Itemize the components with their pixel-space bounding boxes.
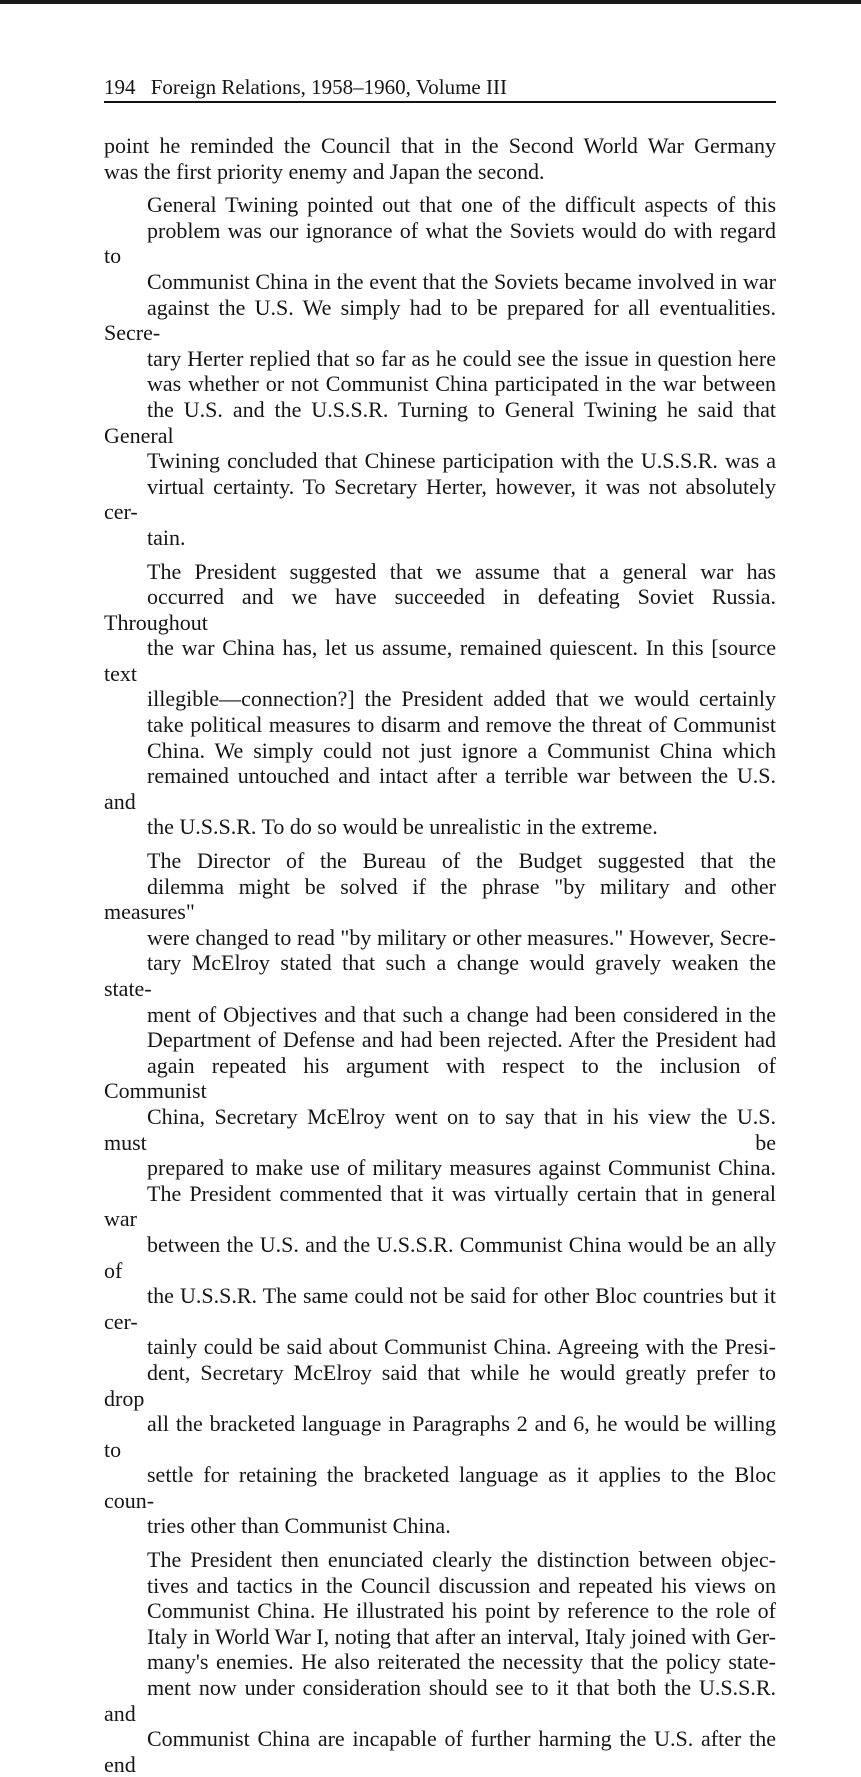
text-line: again repeated his argument with respect to the inclusion of Communist — [104, 1052, 776, 1104]
text-line: tainly could be said about Communist China. Agreeing with the Presi- — [147, 1334, 776, 1360]
paragraph-2 — [104, 192, 776, 550]
top-border-rule — [0, 0, 861, 4]
text-line: was the first priority enemy and Japan the second. — [104, 158, 545, 184]
text-line: between the U.S. and the U.S.S.R. Communist China would be an ally of — [104, 1231, 776, 1283]
text-line: The Director of the Bureau of the Budget suggested that the — [147, 848, 776, 874]
text-line: tries other than Communist China. — [147, 1513, 451, 1539]
text-line: Communist China in the event that the Soviets became involved in war — [147, 268, 776, 294]
page-body — [104, 133, 776, 1777]
volume-title: Foreign Relations, 1958–1960, Volume III — [150, 75, 507, 99]
text-line: ment now under consideration should see to it that both the U.S.S.R. and — [104, 1675, 776, 1726]
text-line: many's enemies. He also reiterated the necessity that the policy state- — [147, 1649, 776, 1675]
text-line: the war China has, let us assume, remained quiescent. In this [source text — [104, 635, 776, 686]
text-line: General Twining pointed out that one of the difficult aspects of this — [147, 192, 776, 218]
text-line: tary McElroy stated that such a change would gravely weaken the state- — [104, 950, 776, 1001]
paragraph-5 — [104, 1547, 776, 1777]
paragraph-1 — [104, 133, 776, 184]
text-line: Twining concluded that Chinese participation with the U.S.S.R. was a — [147, 448, 776, 474]
text-line: dilemma might be solved if the phrase "by military and other measures" — [104, 873, 776, 925]
text-line: Communist China are incapable of further harming the U.S. after the end — [104, 1726, 776, 1777]
text-line: dent, Secretary McElroy said that while he would greatly prefer to drop — [104, 1359, 776, 1411]
text-line: tain. — [147, 524, 186, 550]
text-line: occurred and we have succeeded in defeating Soviet Russia. Throughout — [104, 584, 776, 635]
text-line: Communist China. He illustrated his point by reference to the role of — [147, 1598, 776, 1624]
text-line: the U.S.S.R. To do so would be unrealistic in the extreme. — [147, 814, 658, 840]
text-line: problem was our ignorance of what the Soviets would do with regard to — [104, 217, 776, 269]
text-line: point he reminded the Council that in the Second World War Germany — [104, 133, 776, 158]
text-line: prepared to make use of military measures against Communist China. — [147, 1155, 776, 1181]
text-line: The President then enunciated clearly the distinction between objec- — [147, 1547, 776, 1573]
text-line: tary Herter replied that so far as he could see the issue in question here — [147, 345, 776, 371]
paragraph-4 — [104, 848, 776, 1539]
text-line: against the U.S. We simply had to be prepared for all eventualities. Secre- — [104, 294, 776, 346]
text-line: ment of Objectives and that such a change had been considered in the — [147, 1001, 776, 1027]
text-line: settle for retaining the bracketed language as it applies to the Bloc coun- — [104, 1462, 776, 1513]
text-line: was whether or not Communist China participated in the war between — [147, 371, 776, 397]
text-line: The President commented that it was virtually certain that in general war — [104, 1180, 776, 1232]
text-line: China, Secretary McElroy went on to say that in his view the U.S. must be — [104, 1103, 776, 1155]
page-number: 194 — [104, 75, 136, 99]
text-line: illegible—connection?] the President added that we would certainly — [147, 686, 776, 712]
text-line: were changed to read "by military or other measures." However, Secre- — [147, 924, 776, 950]
running-header — [104, 73, 776, 103]
text-line: virtual certainty. To Secretary Herter, however, it was not absolutely cer- — [104, 473, 776, 525]
text-line: the U.S. and the U.S.S.R. Turning to General Twining he said that General — [104, 396, 776, 448]
text-line: the U.S.S.R. The same could not be said for other Bloc countries but it cer- — [104, 1283, 776, 1334]
text-line: tives and tactics in the Council discussion and repeated his views on — [147, 1572, 776, 1598]
text-line: take political measures to disarm and remove the threat of Communist — [147, 712, 776, 738]
text-line: remained untouched and intact after a terrible war between the U.S. and — [104, 763, 776, 814]
text-line: China. We simply could not just ignore a Communist China which — [147, 737, 776, 763]
text-line: The President suggested that we assume that a general war has — [147, 558, 776, 584]
text-line: Department of Defense and had been rejected. After the President had — [147, 1027, 776, 1053]
text-line: Italy in World War I, noting that after an interval, Italy joined with Ger- — [147, 1623, 776, 1649]
paragraph-3 — [104, 559, 776, 841]
text-line: all the bracketed language in Paragraphs 2 and 6, he would be willing to — [104, 1411, 776, 1462]
